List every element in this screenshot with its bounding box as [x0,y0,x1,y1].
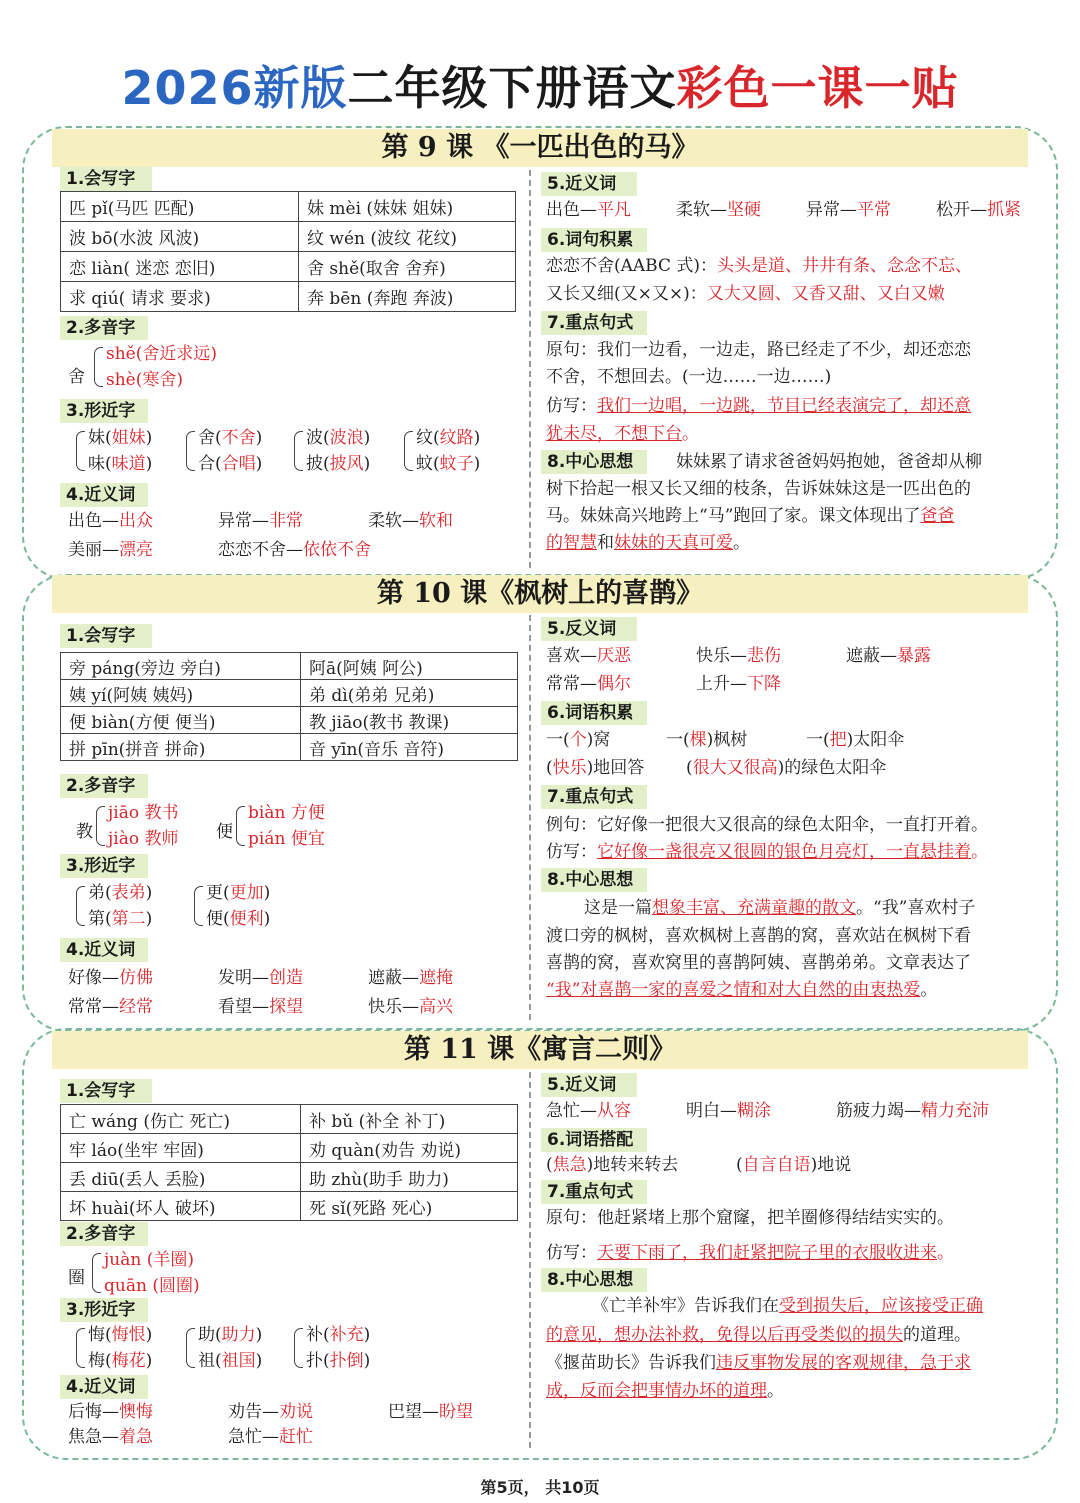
section-main-idea: 8.中心思想 [541,1268,647,1292]
word-pair: 劝告—劝说 [228,1402,313,1422]
word-pair: 美丽—漂亮 [68,540,153,560]
polyphone-char: 舍 [68,367,85,387]
word-pair: 出色—出众 [68,511,153,531]
polyphone-group: biàn 方便 pián 便宜 [236,800,325,852]
word-pair: 上升—下降 [696,674,781,694]
main-idea-line: 喜鹊的窝，喜欢窝里的喜鹊阿姨、喜鹊弟弟。文章表达了 [546,953,971,973]
writing-table [60,191,516,312]
polyphone-char: 便 [216,822,233,842]
column-divider [529,615,531,1020]
word-pair: 筋疲力竭—精力充沛 [836,1101,989,1121]
section-main-idea: 8.中心思想 [541,450,647,474]
phrase-item: 一(个)窝 [546,730,611,750]
section-synonyms: 4.近义词 [60,938,148,962]
word-pair: 柔软—坚硬 [676,200,761,220]
imitation-sentence: 仿写：我们一边唱，一边跳，节目已经表演完了，却还意 [546,396,971,416]
section-synonyms-2: 5.近义词 [541,1073,637,1097]
section-synonyms: 4.近义词 [60,483,148,507]
column-divider [529,170,531,568]
word-pair: 明白—糊涂 [686,1101,771,1121]
section-similar-chars: 3.形近字 [60,399,148,423]
section-synonyms: 4.近义词 [60,1375,148,1399]
word-pair: 巴望—盼望 [388,1402,473,1422]
section-similar-chars: 3.形近字 [60,854,148,878]
section-collocation: 6.词语搭配 [541,1128,647,1152]
main-idea-line: 马。妹妹高兴地跨上“马”跑回了家。课文体现出了爸爸 [546,506,955,526]
word-pair: 看望—探望 [218,997,303,1017]
polyphone-char: 圈 [68,1268,85,1288]
word-pair: 异常—非常 [218,511,303,531]
similar-char-group: 助(助力) 祖(祖国) [186,1322,262,1374]
section-phrases: 6.词句积累 [541,228,647,252]
word-pair: 急忙—赶忙 [228,1427,313,1447]
word-pair: 遮蔽—暴露 [846,646,931,666]
section-key-sentence: 7.重点句式 [541,785,647,809]
section-key-sentence: 7.重点句式 [541,1180,647,1204]
table-row: 亡 wáng (伤亡 死亡) 补 bǔ (补全 补丁) [61,1105,518,1134]
writing-table [60,652,518,761]
word-pair: 焦急—着急 [68,1427,153,1447]
table-row: 匹 pǐ(马匹 匹配) 妹 mèi (妹妹 姐妹) [61,192,516,222]
main-idea-line: 《亡羊补牢》告诉我们在受到损失后，应该接受正确 [592,1296,983,1316]
word-pair: 恋恋不舍—依依不舍 [218,540,371,560]
word-pair: 出色—平凡 [546,200,631,220]
similar-char-group: 补(补充) 扑(扑倒) [294,1322,370,1374]
phrase-item: 一(棵)枫树 [666,730,748,750]
polyphone-group: jiāo 教书 jiào 教师 [96,800,178,852]
table-row: 求 qiú( 请求 要求) 奔 bēn (奔跑 奔波) [61,282,516,312]
polyphone-char: 教 [76,822,93,842]
main-idea-line: 这是一篇想象丰富、充满童趣的散文。“我”喜欢村子 [584,898,976,918]
phrase-item: (焦急)地转来转去 [546,1155,679,1175]
phrase-item: (很大又很高)的绿色太阳伞 [686,758,887,778]
section-similar-chars: 3.形近字 [60,1298,148,1322]
phrase-item: (自言自语)地说 [736,1155,852,1175]
table-row: 坏 huài(坏人 破坏) 死 sǐ(死路 死心) [61,1192,518,1221]
word-pair: 好像—仿佛 [68,968,153,988]
table-row: 拼 pīn(拼音 拼命) 音 yīn(音乐 音符) [61,734,518,761]
original-sentence: 原句：他赶紧堵上那个窟窿，把羊圈修得结结实实的。 [546,1208,954,1228]
word-pair: 遮蔽—遮掩 [368,968,453,988]
word-pair: 急忙—从容 [546,1101,631,1121]
main-idea-line: 的意见，想办法补救，免得以后再受类似的损失的道理。 [546,1325,971,1345]
section-main-idea: 8.中心思想 [541,868,647,892]
main-idea-line: 树下拾起一根又长又细的枝条，告诉妹妹这是一匹出色的 [546,479,971,499]
phrase-line: 恋恋不舍(AABC 式)：头头是道、井井有条、念念不忘、 [546,256,973,276]
phrase-item: (快乐)地回答 [546,758,645,778]
section-polyphone: 2.多音字 [60,316,148,340]
main-idea-line: 的智慧和妹妹的天真可爱。 [546,533,750,553]
similar-char-group: 纹(纹路) 蚊(蚊子) [404,425,480,477]
similar-char-group: 舍(不舍) 合(合唱) [186,425,262,477]
original-sentence: 原句：我们一边看，一边走，路已经走了不少，却还恋恋 [546,340,971,360]
section-writing: 1.会写字 [60,624,152,648]
similar-char-group: 妹(姐妹) 味(味道) [76,425,152,477]
lesson-11-heading: 第 11 课《寓言二则》 [52,1031,1028,1069]
polyphone-group: juàn (羊圈) quān (圆圈) [92,1247,200,1299]
page-title: 2026新版二年级下册语文彩色一课一贴 [121,61,959,115]
table-row: 姨 yí(阿姨 姨妈) 弟 dì(弟弟 兄弟) [61,680,518,707]
section-polyphone: 2.多音字 [60,1222,148,1246]
page-number: 第5页， 共10页 [480,1478,600,1497]
similar-char-group: 弟(表弟) 第(第二) [76,880,152,932]
word-pair: 异常—平常 [806,200,891,220]
section-word-accumulation: 6.词语积累 [541,701,647,725]
lesson-10-heading: 第 10 课《枫树上的喜鹊》 [52,575,1028,613]
section-writing: 1.会写字 [60,167,152,191]
main-idea-line: 《揠苗助长》告诉我们违反事物发展的客观规律，急于求 [546,1353,971,1373]
lesson-9-heading: 第 9 课 《一匹出色的马》 [52,129,1028,167]
main-idea-line: 成，反而会把事情办坏的道理。 [546,1381,784,1401]
word-pair: 喜欢—厌恶 [546,646,631,666]
table-row: 旁 páng(旁边 旁白) 阿ā(阿姨 阿公) [61,653,518,680]
word-pair: 快乐—悲伤 [696,646,781,666]
example-sentence: 例句：它好像一把很大又很高的绿色太阳伞，一直打开着。 [546,815,988,835]
polyphone-group: shě(舍近求远) shè(寒舍) [94,341,217,393]
writing-table [60,1104,518,1221]
main-idea-line: 妹妹累了请求爸爸妈妈抱她，爸爸却从柳 [676,452,982,472]
word-pair: 柔软—软和 [368,511,453,531]
word-pair: 发明—创造 [218,968,303,988]
section-writing: 1.会写字 [60,1079,152,1103]
similar-char-group: 更(更加) 便(便利) [194,880,270,932]
main-idea-line: 渡口旁的枫树，喜欢枫树上喜鹊的窝，喜欢站在枫树下看 [546,926,971,946]
section-polyphone: 2.多音字 [60,774,148,798]
word-pair: 常常—经常 [68,997,153,1017]
similar-char-group: 波(波浪) 披(披风) [294,425,370,477]
column-divider [529,1072,531,1448]
section-synonyms-2: 5.近义词 [541,172,637,196]
phrase-item: 一(把)太阳伞 [806,730,905,750]
main-idea-line: “我”对喜鹊一家的喜爱之情和对大自然的由衷热爱。 [546,980,938,1000]
word-pair: 松开—抓紧 [936,200,1021,220]
imitation-sentence: 仿写：它好像一盏很亮又很圆的银色月亮灯，一直悬挂着。 [546,842,988,862]
imitation-sentence: 仿写：天要下雨了，我们赶紧把院子里的衣服收进来。 [546,1243,954,1263]
word-pair: 快乐—高兴 [368,997,453,1017]
table-row: 丢 diū(丢人 丢脸) 助 zhù(助手 助力) [61,1163,518,1192]
phrase-line: 又长又细(又×又×)：又大又圆、又香又甜、又白又嫩 [546,284,945,304]
imitation-sentence: 犹未尽，不想下台。 [546,424,699,444]
table-row: 恋 liàn( 迷恋 恋旧) 舍 shě(取舍 舍弃) [61,252,516,282]
table-row: 波 bō(水波 风波) 纹 wén (波纹 花纹) [61,222,516,252]
table-row: 牢 láo(坐牢 牢固) 劝 quàn(劝告 劝说) [61,1134,518,1163]
section-antonyms: 5.反义词 [541,617,637,641]
similar-char-group: 悔(悔恨) 梅(梅花) [76,1322,152,1374]
word-pair: 后悔—懊悔 [68,1402,153,1422]
table-row: 便 biàn(方便 便当) 教 jiāo(教书 教课) [61,707,518,734]
original-sentence: 不舍，不想回去。(一边……一边……) [546,367,832,387]
section-key-sentence: 7.重点句式 [541,311,647,335]
word-pair: 常常—偶尔 [546,674,631,694]
